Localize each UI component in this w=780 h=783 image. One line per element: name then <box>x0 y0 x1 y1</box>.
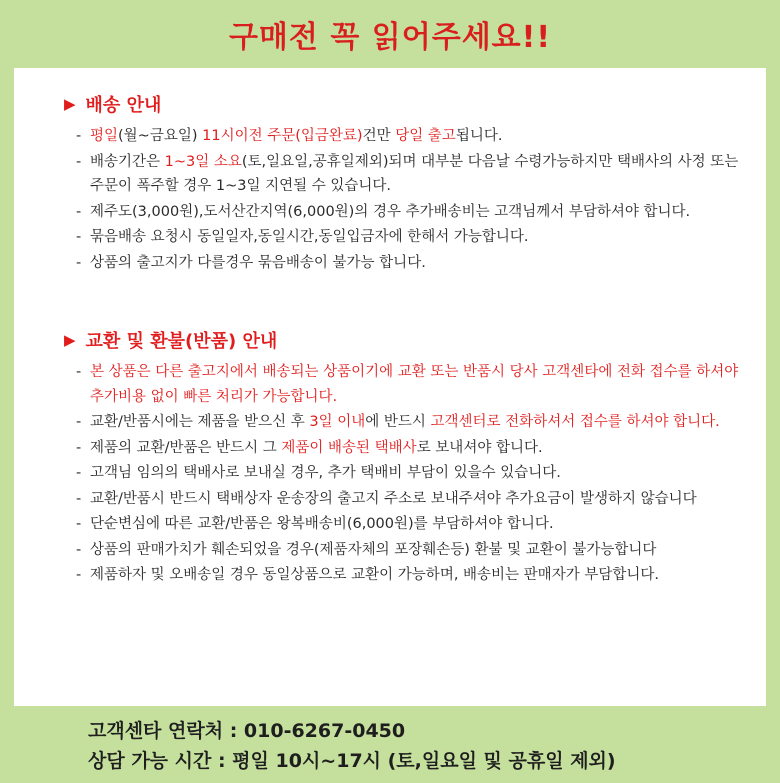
notice-panel <box>14 68 766 706</box>
shipping-heading-label: 배송 안내 <box>85 95 162 116</box>
highlight-text: 11시이전 주문(입금완료) <box>202 128 363 144</box>
list-item <box>14 436 766 461</box>
item-text: 에 반드시 <box>365 414 431 430</box>
item-text: (토,일요일,공휴일제외)되며 대부분 다음날 수령가능하지만 택배사의 사정 또는 주문이 폭주할 경우 1~3일 지연될 수 있습니다. <box>90 153 739 194</box>
contact-footer <box>0 706 780 783</box>
highlight-text: 제품이 배송된 택배사 <box>281 439 417 456</box>
item-text: 고객님 임의의 택배사로 보내실 경우, 추가 택배비 부담이 있을수 있습니다. <box>90 465 561 481</box>
highlight-text: 당일 출고 <box>395 128 456 144</box>
list-item <box>14 200 766 225</box>
list-item <box>14 410 766 435</box>
item-text: 단순변심에 따른 교환/반품은 왕복배송비(6,000원)를 부담하셔야 합니다. <box>90 516 554 532</box>
dash-bullet: - <box>76 229 82 245</box>
shipping-section <box>14 92 766 276</box>
item-text: 묶음배송 요청시 동일일자,동일시간,동일입금자에 한해서 가능합니다. <box>90 229 529 245</box>
exchange-list <box>14 360 766 588</box>
highlight-text: 평일 <box>90 128 119 144</box>
triangle-right-icon: ▶ <box>64 331 76 349</box>
dash-bullet: - <box>76 128 82 144</box>
list-item <box>14 150 766 199</box>
item-text: 제품의 교환/반품은 반드시 그 <box>90 439 282 456</box>
list-item <box>14 360 766 409</box>
item-text: 교환/반품시 반드시 택배상자 운송장의 출고지 주소로 보내주셔야 추가요금이 발생하지 않습니다 <box>90 490 697 507</box>
highlight-text: 고객센터로 전화하셔서 접수를 하셔야 합니다. <box>430 414 720 430</box>
shipping-list <box>14 124 766 275</box>
list-item <box>14 225 766 250</box>
dash-bullet: - <box>76 364 82 380</box>
item-text: 됩니다. <box>455 128 503 144</box>
dash-bullet: - <box>76 414 82 430</box>
dash-bullet: - <box>76 541 82 558</box>
dash-bullet: - <box>76 254 82 271</box>
dash-bullet: - <box>76 465 82 481</box>
list-item <box>14 487 766 512</box>
dash-bullet: - <box>76 203 82 220</box>
item-text: 제주도(3,000원),도서산간지역(6,000원)의 경우 추가배송비는 고객님께서 부담하셔야 합니다. <box>90 203 691 220</box>
list-item <box>14 251 766 276</box>
list-item <box>14 512 766 537</box>
item-text: 상품의 출고지가 다를경우 묶음배송이 불가능 합니다. <box>90 254 426 271</box>
highlight-text: 본 상품은 다른 출고지에서 배송되는 상품이기에 교환 또는 반품시 당사 고객센타에 전화 접수를 하셔야 추가비용 없이 빠른 처리가 가능합니다. <box>90 364 739 405</box>
list-item <box>14 563 766 588</box>
item-text: 로 보내셔야 합니다. <box>416 439 543 456</box>
consult-hours: 상담 가능 시간 : 평일 10시~17시 (토,일요일 및 공휴일 제외) <box>88 750 616 772</box>
exchange-heading <box>64 328 766 352</box>
item-text: 제품하자 및 오배송일 경우 동일상품으로 교환이 가능하며, 배송비는 판매자가 부담합니다. <box>90 567 659 583</box>
dash-bullet: - <box>76 567 82 583</box>
contact-number: 고객센타 연락처 : 010-6267-0450 <box>88 720 406 742</box>
dash-bullet: - <box>76 490 82 507</box>
dash-bullet: - <box>76 153 82 170</box>
dash-bullet: - <box>76 439 82 456</box>
triangle-right-icon: ▶ <box>64 95 76 113</box>
exchange-section <box>14 328 766 589</box>
item-text: 상품의 판매가치가 훼손되었을 경우(제품자체의 포장훼손등) 환불 및 교환이 불가능합니다 <box>90 541 657 558</box>
page-title: 구매전 꼭 읽어주세요!! <box>228 20 552 55</box>
item-text: 건만 <box>362 128 396 144</box>
dash-bullet: - <box>76 516 82 532</box>
item-text: 교환/반품시에는 제품을 받으신 후 <box>90 414 310 430</box>
highlight-text: 3일 이내 <box>309 414 366 430</box>
item-text: 배송기간은 <box>90 153 165 170</box>
item-text: (월~금요일) <box>118 128 203 144</box>
list-item <box>14 461 766 486</box>
list-item <box>14 538 766 563</box>
shipping-heading <box>64 92 766 116</box>
highlight-text: 1~3일 소요 <box>164 153 242 170</box>
list-item <box>14 124 766 149</box>
exchange-heading-label: 교환 및 환불(반품) 안내 <box>85 331 278 352</box>
